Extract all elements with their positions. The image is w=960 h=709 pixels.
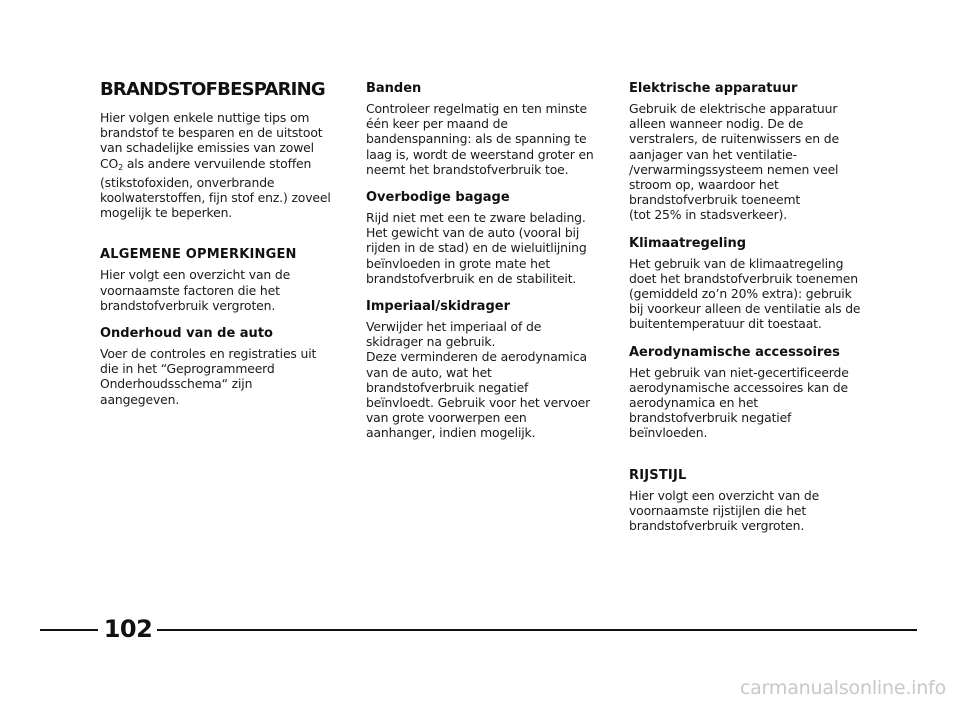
section-title-rijstijl: RIJSTIJL [629, 467, 687, 483]
footer-rule-right [157, 629, 917, 631]
intro-paragraph [100, 110, 332, 220]
section-text-rijstijl: Hier volgt een overzicht van de voornaamste rijstijlen die het brandstofverbruik vergroten. [629, 487, 820, 534]
column-middle [366, 80, 598, 441]
subtitle-overbodige-bagage: Overbodige bagage [366, 190, 510, 206]
footer-rule-left [40, 629, 98, 631]
text-elektrische-apparatuur-b: (tot 25% in stadsverkeer). [629, 207, 788, 223]
intro-text-b: als andere vervuilende stoffen (stikstofoxiden, onverbrande koolwaterstoffen, fijn stof enz.) zoveel mogelijk te beperken. [100, 155, 331, 221]
text-elektrische-apparatuur-a: Gebruik de elektrische apparatuur alleen wanneer nodig. De de verstralers, de ruitenwissers en de aanjager van het ventilatie- /verwarmingssysteem nemen veel stroom op, waardoor het brandstofverbruik toeneemt [629, 101, 839, 208]
page-title: BRANDSTOFBESPARING [100, 79, 325, 100]
page-number: 102 [103, 615, 153, 643]
text-banden: Controleer regelmatig en ten minste één keer per maand de bandenspanning: als de spanning te laag is, wordt de weerstand groter en neemt het brandstofverbruik toe. [366, 101, 594, 177]
section-text-algemene-opmerkingen: Hier volgt een overzicht van de voornaamste factoren die het brandstofverbruik vergroten. [100, 267, 291, 313]
column-right [629, 80, 861, 533]
intro-text-a: Hier volgen enkele nuttige tips om brandstof te besparen en de uitstoot van schadelijke emissies van zowel CO [100, 110, 323, 171]
subtitle-banden: Banden [366, 81, 422, 96]
text-aerodynamische-accessoires: Het gebruik van niet-gecertificeerde aerodynamische accessoires kan de aerodynamica en het brandstofverbruik negatief beïnvloeden. [629, 364, 849, 441]
text-onderhoud: Voer de controles en registraties uit die in het “Geprogrammeerd Onderhoudsschema“ zijn aangegeven. [100, 346, 317, 407]
subtitle-klimaatregeling: Klimaatregeling [629, 235, 747, 251]
intro-subscript: 2 [118, 162, 124, 172]
subtitle-aerodynamische-accessoires: Aerodynamische accessoires [629, 344, 840, 360]
watermark: carmanualsonline.info [739, 677, 946, 699]
subtitle-elektrische-apparatuur: Elektrische apparatuur [629, 81, 798, 96]
section-title-algemene-opmerkingen: ALGEMENE OPMERKINGEN [100, 247, 297, 263]
text-klimaatregeling: Het gebruik van de klimaatregeling doet het brandstofverbruik toenemen (gemiddeld zo’n 20% extra): gebruik bij voorkeur alleen de ventilatie als de buitentemperatuur dit toestaat. [629, 255, 861, 332]
text-imperiaal-a: Verwijder het imperiaal of de skidrager na gebruik. [366, 319, 542, 350]
column-left [100, 80, 332, 407]
text-overbodige-bagage: Rijd niet met een te zware belading. Het gewicht van de auto (vooral bij rijden in de stad) en de wieluitlijning beïnvloeden in grote mate het brandstofverbruik en de stabiliteit. [366, 210, 587, 286]
subtitle-imperiaal: Imperiaal/skidrager [366, 299, 510, 315]
text-imperiaal-b: Deze verminderen de aerodynamica van de auto, wat het brandstofverbruik negatief beïnvloedt. Gebruik voor het vervoer van grote voorwerpen een aanhanger, indien mogelijk. [366, 349, 591, 441]
subtitle-onderhoud: Onderhoud van de auto [100, 326, 273, 342]
